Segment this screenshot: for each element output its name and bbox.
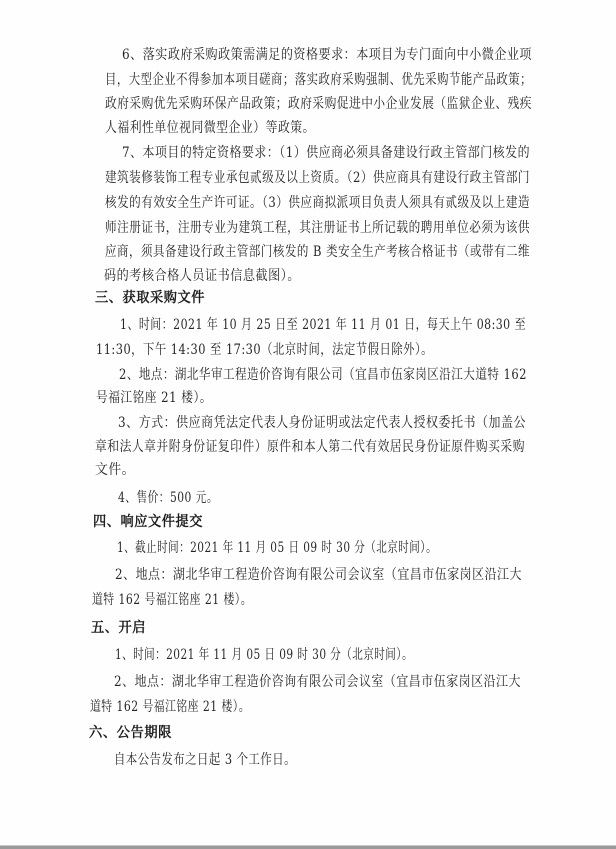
page-bottom-border — [0, 845, 616, 849]
text-line: 2、地点：湖北华审工程造价咨询有限公司（宜昌市伍家岗区沿江大道特 162 — [119, 367, 527, 383]
text-line: 号福江铭座 21 楼）。 — [96, 390, 212, 406]
text-line: 自本公告发布之日起 3 个工作日。 — [114, 752, 296, 768]
text-line: 7、本项目的特定资格要求：（1）供应商必须具备建设行政主管部门核发的 — [122, 145, 530, 161]
text-line: 目，大型企业不得参加本项目磋商；落实政府采购强制、优先采购节能产品政策； — [105, 72, 532, 88]
text-line: 11:30，下午 14:30 至 17:30（北京时间，法定节假日除外）。 — [96, 342, 433, 358]
text-line: 1、时间：2021 年 11 月 05 日 09 时 30 分（北京时间）。 — [115, 647, 413, 663]
text-line: 码的考核合格人员证书信息截图）。 — [104, 268, 300, 284]
text-line: 道特 162 号福江铭座 21 楼）。 — [90, 699, 250, 715]
heading-text: 三、获取采购文件 — [95, 290, 205, 306]
text-line: 1、时间：2021 年 10 月 25 日至 2021 年 11 月 01 日，每天上午 08:30 至 — [120, 317, 526, 333]
text-line: 2、地点：湖北华审工程造价咨询有限公司会议室（宜昌市伍家岗区沿江大 — [115, 567, 522, 583]
text-line: 章和法人章并附身份证复印件）原件和本人第二代有效居民身份证原件购买采购 — [95, 439, 525, 455]
text-line: 师注册证书，注册专业为建筑工程，其注册证书上所记载的聘用单位必须为该供 — [105, 220, 530, 236]
text-line: 政府采购优先采购环保产品政策；政府采购促进中小企业发展（监狱企业、残疾 — [105, 96, 532, 112]
text-line: 2、地点：湖北华审工程造价咨询有限公司会议室（宜昌市伍家岗区沿江大 — [114, 674, 521, 690]
text-line: 人福利性单位视同微型企业）等政策。 — [105, 120, 315, 136]
text-line: 4、售价：500 元。 — [118, 490, 218, 506]
text-line: 1、截止时间：2021 年 11 月 05 日 09 时 30 分（北京时间）。 — [117, 540, 437, 556]
text-line: 6、落实政府采购政策需满足的资格要求：本项目为专门面向中小微企业项 — [122, 47, 532, 63]
text-line: 道特 162 号福江铭座 21 楼）。 — [92, 592, 252, 608]
heading-text: 四、响应文件提交 — [93, 514, 203, 530]
text-line: 文件。 — [95, 462, 135, 478]
text-line: 建筑装修装饰工程专业承包贰级及以上资质。（2）供应商具有建设行政主管部门 — [105, 170, 530, 186]
text-line: 3、方式：供应商凭法定代表人身份证明或法定代表人授权委托书（加盖公 — [118, 415, 526, 431]
text-line: 应商，须具备建设行政主管部门核发的 B 类安全生产考核合格证书（或带有二维 — [105, 244, 530, 260]
heading-text: 五、开启 — [91, 620, 146, 636]
text-line: 核发的有效安全生产许可证。（3）供应商拟派项目负责人须具有贰级及以上建造 — [105, 195, 530, 211]
heading-text: 六、公告期限 — [89, 725, 172, 741]
